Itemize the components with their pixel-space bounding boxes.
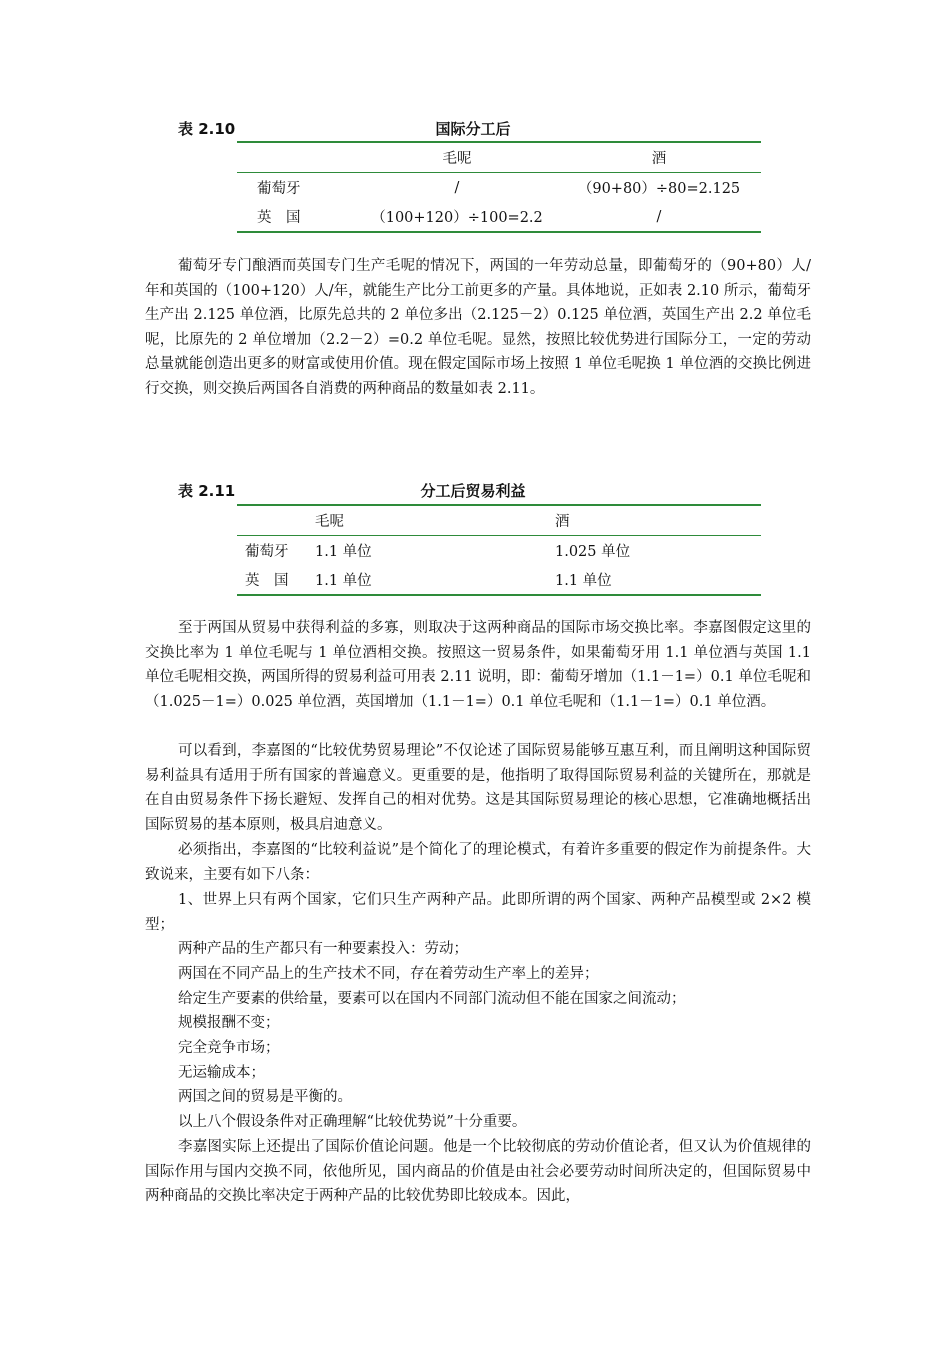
assumption-item: 两国之间的贸易是平衡的。	[178, 1089, 352, 1105]
body-paragraph: 必须指出，李嘉图的“比较利益说”是个简化了的理论模式，有着许多重要的假定作为前提条件。大致说来，主要有如下八条：	[145, 842, 811, 883]
table-title: 国际分工后	[435, 120, 511, 138]
table-cell: /	[557, 202, 761, 232]
header-cell: 毛呢	[357, 142, 557, 173]
table-2-10-caption	[178, 118, 768, 140]
table-number: 表 2.10	[178, 120, 236, 138]
table-number: 表 2.11	[178, 482, 236, 500]
assumption-item: 给定生产要素的供给量，要素可以在国内不同部门流动但不能在国家之间流动；	[178, 991, 686, 1007]
table-cell: 1.1 单位	[555, 565, 761, 595]
table-row	[237, 565, 761, 595]
table-header-row	[237, 142, 761, 173]
table-cell: 英 国	[237, 202, 357, 232]
table-cell: 英 国	[237, 565, 315, 595]
summary-line: 以上八个假设条件对正确理解“比较优势说”十分重要。	[178, 1114, 527, 1130]
body-paragraph: 李嘉图实际上还提出了国际价值论问题。他是一个比较彻底的劳动价值论者，但又认为价值规律的国际作用与国内交换不同，依他所见，国内商品的价值是由社会必要劳动时间所决定的，但国际贸易中两种商品的交换比率决定于两种产品的比较优势即比较成本。因此，	[145, 1139, 811, 1205]
table-cell: 葡萄牙	[245, 544, 289, 560]
header-cell: 酒	[555, 505, 761, 536]
header-cell	[237, 142, 357, 173]
table-cell: /	[454, 179, 460, 196]
assumption-item: 规模报酬不变；	[178, 1015, 280, 1031]
body-paragraph: 葡萄牙专门酿酒而英国专门生产毛呢的情况下，两国的一年劳动总量，即葡萄牙的（90+80）人/年和英国的（100+120）人/年，就能生产比分工前更多的产量。具体地说，正如表 2.10 所示，葡萄牙生产出 2.125 单位酒，比原先总共的 2 单位多出（2.125－2）0.125 单位酒，英国生产出 2.2 单位毛呢，比原先的 2 单位增加（2.2－2）=0.2 单位毛呢。显然，按照比较优势进行国际分工，一定的劳动总量就能创造出更多的财富或使用价值。现在假定国际市场上按照 1 单位毛呢换 1 单位酒的交换比例进行交换，则交换后两国各自消费的两种商品的数量如表 2.11。	[145, 258, 811, 397]
table-cell: （100+120）÷100=2.2	[357, 202, 557, 232]
table-row	[237, 173, 761, 203]
assumption-item: 两种产品的生产都只有一种要素投入：劳动；	[178, 941, 468, 957]
table-row	[237, 536, 761, 566]
table-cell: 1.1 单位	[315, 544, 372, 560]
table-cell: 1.025 单位	[555, 544, 631, 560]
table-2-10	[237, 141, 761, 233]
table-title: 分工后贸易利益	[420, 482, 526, 500]
table-2-11-caption	[178, 480, 768, 502]
header-cell	[237, 505, 315, 536]
table-header-row	[237, 505, 761, 536]
table-cell: 1.1 单位	[315, 565, 555, 595]
header-cell: 毛呢	[315, 505, 555, 536]
table-2-11	[237, 504, 761, 596]
body-paragraph: 至于两国从贸易中获得利益的多寡，则取决于这两种商品的国际市场交换比率。李嘉图假定这里的交换比率为 1 单位毛呢与 1 单位酒相交换。按照这一贸易条件，如果葡萄牙用 1.1 单位酒与英国 1.1 单位毛呢相交换，两国所得的贸易利益可用表 2.11 说明，即：葡萄牙增加（1.1－1=）0.1 单位毛呢和（1.025－1=）0.025 单位酒，英国增加（1.1－1=）0.1 单位毛呢和（1.1－1=）0.1 单位酒。	[145, 620, 811, 710]
assumption-item: 两国在不同产品上的生产技术不同，存在着劳动生产率上的差异；	[178, 966, 599, 982]
body-paragraph: 可以看到，李嘉图的“比较优势贸易理论”不仅论述了国际贸易能够互惠互利，而且阐明这种国际贸易利益具有适用于所有国家的普遍意义。更重要的是，他指明了取得国际贸易利益的关键所在，那就是在自由贸易条件下扬长避短、发挥自己的相对优势。这是其国际贸易理论的核心思想，它准确地概括出国际贸易的基本原则，极具启迪意义。	[145, 743, 811, 833]
assumption-item: 完全竞争市场；	[178, 1040, 280, 1056]
table-cell: （90+80）÷80=2.125	[577, 181, 741, 197]
assumption-item: 无运输成本；	[178, 1065, 265, 1081]
table-row	[237, 202, 761, 232]
assumption-item: 1、世界上只有两个国家，它们只生产两种产品。此即所谓的两个国家、两种产品模型或 2×2 模型；	[145, 892, 811, 933]
header-cell: 酒	[557, 142, 761, 173]
table-cell: 葡萄牙	[257, 181, 301, 197]
